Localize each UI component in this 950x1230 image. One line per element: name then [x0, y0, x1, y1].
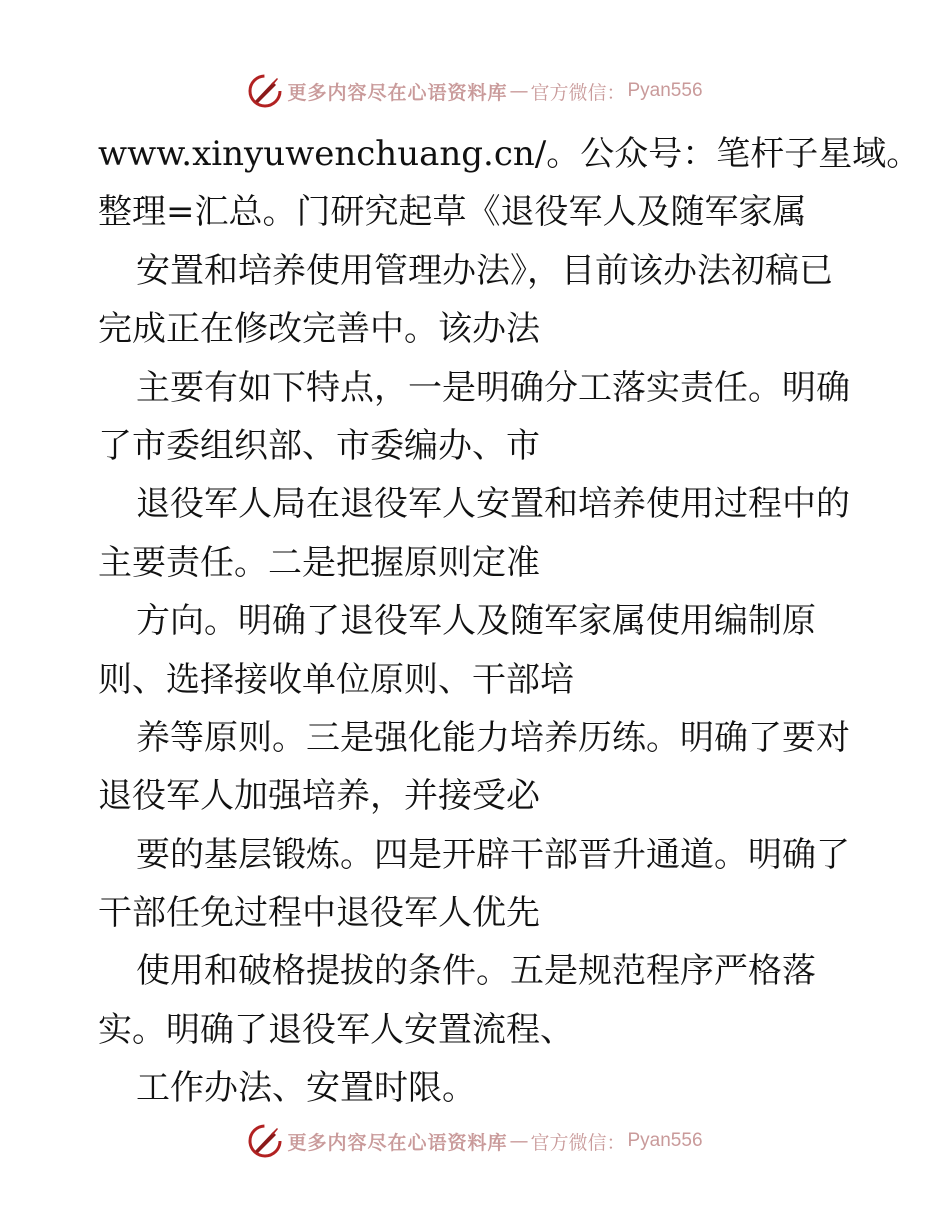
body-line: 主要有如下特点，一是明确分工落实责任。明确	[136, 367, 850, 408]
quill-logo-icon	[247, 1123, 283, 1159]
body-line: www.xinyuwenchuang.cn/。公众号：笔杆子星域。	[98, 134, 921, 174]
banner-dash: —	[509, 1130, 529, 1152]
body-line: 方向。明确了退役军人及随军家属使用编制原	[136, 601, 816, 642]
document-body	[98, 125, 921, 1118]
body-line: 使用和破格提拔的条件。五是规范程序严格落	[136, 951, 816, 992]
body-line: 退役军人加强培养，并接受必	[98, 776, 540, 817]
banner-wechat-id: Pyan556	[627, 1130, 703, 1151]
footer-banner	[0, 1121, 950, 1161]
banner-dash: —	[509, 80, 529, 102]
quill-logo-icon	[247, 73, 283, 109]
body-line: 养等原则。三是强化能力培养历练。明确了要对	[136, 717, 850, 758]
body-line: 实。明确了退役军人安置流程、	[98, 1009, 574, 1050]
banner-wechat-label: 官方微信：	[530, 81, 626, 104]
banner-promo-text: 更多内容尽在心语资料库	[287, 81, 508, 104]
body-line: 安置和培养使用管理办法》，目前该办法初稿已	[136, 250, 833, 291]
body-line: 要的基层锻炼。四是开辟干部晋升通道。明确了	[136, 834, 850, 875]
body-line: 整理=汇总。门研究起草《退役军人及随军家属	[98, 192, 807, 233]
body-line: 完成正在修改完善中。该办法	[98, 309, 540, 350]
banner-wechat-label: 官方微信：	[530, 1131, 626, 1154]
body-line: 了市委组织部、市委编办、市	[98, 425, 540, 466]
banner-wechat-id: Pyan556	[627, 80, 703, 101]
body-line: 干部任免过程中退役军人优先	[98, 893, 540, 934]
body-line: 主要责任。二是把握原则定准	[98, 542, 540, 583]
body-line: 工作办法、安置时限。	[136, 1068, 476, 1109]
header-banner	[0, 71, 950, 111]
body-line: 则、选择接收单位原则、干部培	[98, 659, 574, 700]
body-line: 退役军人局在退役军人安置和培养使用过程中的	[136, 484, 850, 525]
banner-promo-text: 更多内容尽在心语资料库	[287, 1131, 508, 1154]
